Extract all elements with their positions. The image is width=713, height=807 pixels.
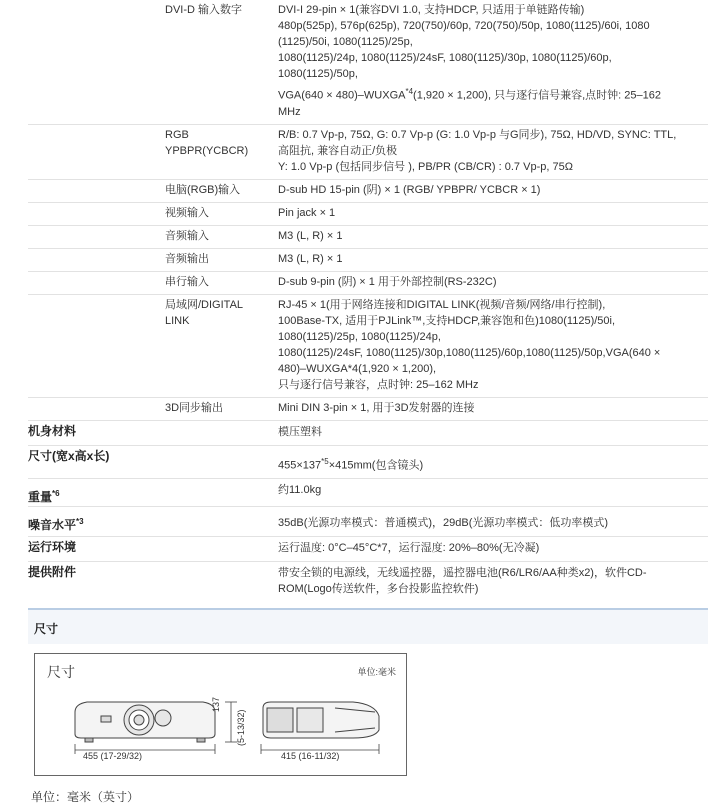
- spec-line: Y: 1.0 Vp-p (包括同步信号 ), PB/PR (CB/CR) : 0.7 Vp-p, 75Ω: [278, 160, 573, 173]
- spec-value: 约11.0kg: [278, 484, 322, 497]
- spec-label: 串行输入: [165, 275, 209, 288]
- spec-row-noise: [28, 507, 708, 537]
- spec-text: VGA(640 × 480)–WUXGA: [278, 89, 406, 102]
- spec-value: 35dB(光源功率模式：普通模式)，29dB(光源功率模式：低功率模式): [278, 517, 609, 530]
- spec-row-environment: [28, 537, 708, 562]
- section-title: 尺寸: [34, 622, 59, 636]
- spec-value: 模压塑料: [278, 425, 322, 438]
- spec-line: (1125)/50i, 1080(1125)/25p,: [278, 36, 413, 48]
- diagram-unit: 单位:毫米: [357, 667, 396, 677]
- spec-label: 尺寸(宽x高x长): [28, 448, 110, 463]
- spec-line: ROM(Logo传送软件，多台投影监控软件): [278, 583, 479, 596]
- spec-label: 提供附件: [28, 565, 77, 580]
- spec-label: LINK: [165, 314, 190, 327]
- spec-line: M3 (L, R) × 1: [278, 229, 343, 242]
- depth-label: 415 (16-11/32): [281, 751, 340, 761]
- projector-side-view: [263, 702, 379, 738]
- spec-label: DVI-D 输入数字: [165, 4, 242, 16]
- spec-line: 480)–WUXGA*4(1,920 × 1,200),: [278, 362, 437, 375]
- projector-front-view: [75, 702, 215, 742]
- spec-label: 运行环境: [28, 540, 77, 555]
- spec-text: (1,920 × 1,200), 只与逐行信号兼容,点时钟: 25–162: [413, 89, 661, 102]
- spec-label: 3D同步输出: [165, 401, 224, 414]
- spec-row-3d-sync: [28, 398, 708, 421]
- spec-line: Pin jack × 1: [278, 206, 336, 219]
- spec-line: Mini DIN 3-pin × 1, 用于3D发射器的连接: [278, 401, 475, 414]
- dimension-diagram: [34, 653, 407, 776]
- spec-row-lan: [28, 295, 708, 398]
- spec-row-material: [28, 421, 708, 446]
- spec-label: YPBPR(YCBCR): [165, 144, 249, 157]
- spec-line: M3 (L, R) × 1: [278, 252, 343, 265]
- spec-line: MHz: [278, 105, 301, 118]
- spec-row-serial-input: [28, 272, 708, 295]
- spec-line: 1080(1125)/25p, 1080(1125)/24p,: [278, 330, 441, 343]
- spec-label: 重量: [28, 490, 53, 505]
- spec-label: 局域网/DIGITAL: [165, 298, 244, 311]
- unit-note: 单位：毫米（英寸）: [31, 790, 140, 804]
- spec-line: 480p(525p), 576p(625p), 720(750)/60p, 720(750)/50p, 1080(1125)/60i, 1080: [278, 20, 650, 32]
- diagram-title: 尺寸: [47, 664, 75, 680]
- spec-row-audio-output: [28, 249, 708, 272]
- spec-row-video-input: [28, 203, 708, 226]
- footnote-mark: *5: [321, 456, 329, 466]
- section-header: [28, 608, 708, 644]
- spec-line: DVI-I 29-pin × 1(兼容DVI 1.0, 支持HDCP, 只适用于单链路传输): [278, 4, 585, 16]
- spec-row-rgb: [28, 125, 708, 180]
- footnote-mark: *3: [76, 517, 84, 527]
- spec-label: 音频输出: [165, 252, 209, 265]
- spec-line: 1080(1125)/50p,: [278, 68, 358, 80]
- spec-line: 高阻抗, 兼容自动正/负极: [278, 144, 398, 157]
- spec-text: ×415mm(包含镜头): [328, 459, 424, 472]
- spec-label: 噪音水平: [28, 518, 77, 533]
- spec-row-dvi: [28, 0, 708, 125]
- spec-line: 1080(1125)/24sF, 1080(1125)/30p,1080(1125)/60p,1080(1125)/50p,VGA(640 ×: [278, 346, 661, 359]
- width-label: 455 (17-29/32): [83, 751, 143, 761]
- height-label-inch: (5-13/32): [236, 709, 246, 746]
- height-label: 137: [211, 696, 221, 712]
- spec-label: 电脑(RGB)输入: [165, 183, 241, 196]
- spec-table: [28, 0, 708, 602]
- footnote-mark: *6: [52, 489, 60, 499]
- spec-text: 455×137: [278, 459, 322, 472]
- spec-line: 100Base-TX, 适用于PJLink™,支持HDCP,兼容饱和色)1080(1125)/50i,: [278, 314, 616, 327]
- spec-line: 带安全锁的电源线，无线遥控器，遥控器电池(R6/LR6/AA种类x2)，软件CD-: [278, 567, 647, 580]
- footnote-mark: *4: [405, 87, 414, 96]
- spec-row-dimensions: [28, 446, 708, 480]
- spec-line: 只与逐行信号兼容，点时钟: 25–162 MHz: [278, 378, 479, 391]
- spec-label: 音频输入: [165, 229, 209, 242]
- spec-line: 1080(1125)/24p, 1080(1125)/24sF, 1080(1125)/30p, 1080(1125)/60p,: [278, 52, 612, 64]
- spec-row-audio-input: [28, 226, 708, 249]
- spec-label: RGB: [165, 128, 189, 141]
- spec-line: D-sub 9-pin (阴) × 1 用于外部控制(RS-232C): [278, 275, 497, 288]
- spec-row-accessories: [28, 562, 708, 602]
- spec-row-pc-input: [28, 180, 708, 203]
- spec-line: D-sub HD 15-pin (阴) × 1 (RGB/ YPBPR/ YCBCR × 1): [278, 183, 541, 196]
- spec-label: 机身材料: [28, 423, 77, 438]
- spec-value: 运行温度: 0°C–45°C*7，运行湿度: 20%–80%(无冷凝): [278, 542, 540, 555]
- spec-row-weight: [28, 479, 708, 507]
- spec-label: 视频输入: [165, 206, 209, 219]
- spec-line: R/B: 0.7 Vp-p, 75Ω, G: 0.7 Vp-p (G: 1.0 Vp-p 与G同步), 75Ω, HD/VD, SYNC: TTL,: [278, 128, 677, 141]
- spec-line: RJ-45 × 1(用于网络连接和DIGITAL LINK(视频/音频/网络/串行控制),: [278, 298, 606, 311]
